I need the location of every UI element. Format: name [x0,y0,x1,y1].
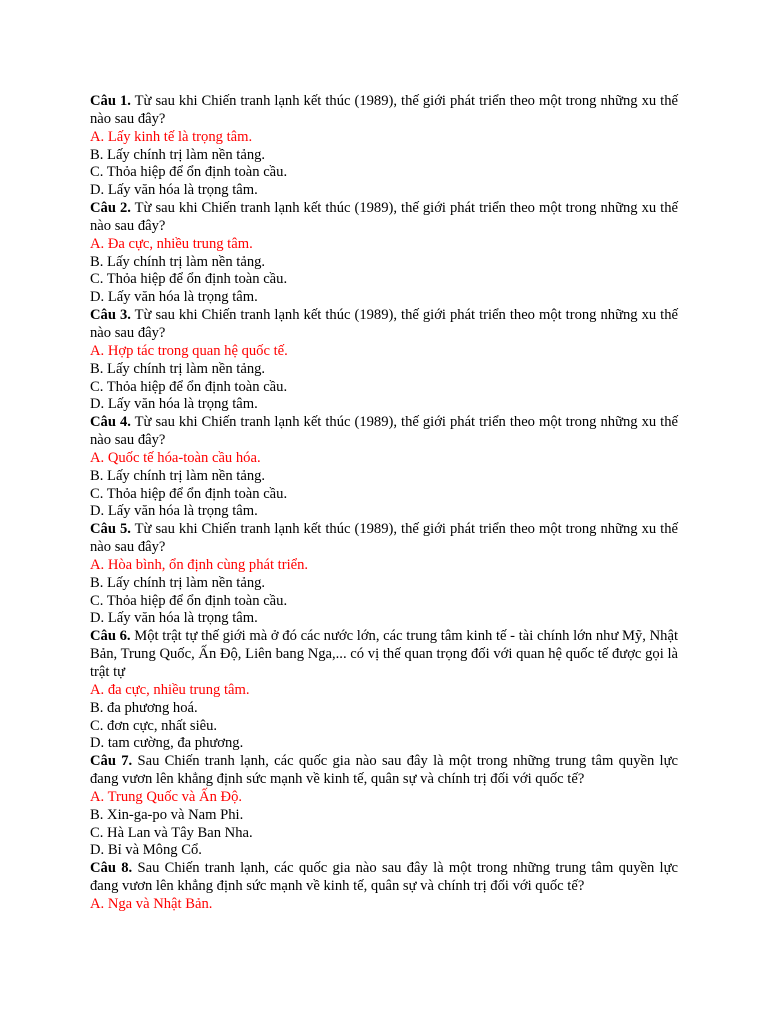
question-body: Sau Chiến tranh lạnh, các quốc gia nào sau đây là một trong những trung tâm quyền lực đang vươn lên khẳng định sức mạnh về kinh tế, quân sự và chính trị đối với quốc tế? [90,753,678,788]
question-number: Câu 5. [90,521,131,538]
question-text [90,414,678,450]
answer-option: D. Bỉ và Mông Cổ. [90,842,202,859]
document-page [90,93,678,914]
question-body: Sau Chiến tranh lạnh, các quốc gia nào sau đây là một trong những trung tâm quyền lực đang vươn lên khẳng định sức mạnh về kinh tế, quân sự và chính trị đối với quốc tế? [90,860,678,895]
answer-option: B. Lấy chính trị làm nền tảng. [90,253,266,270]
question-text [90,628,678,682]
question-number: Câu 7. [90,753,133,770]
answer-option: D. tam cường, đa phương. [90,735,244,752]
question-body: Từ sau khi Chiến tranh lạnh kết thúc (1989), thế giới phát triển theo một trong những xu thế nào sau đây? [90,521,678,556]
question-4 [90,414,678,521]
question-3 [90,307,678,414]
question-number: Câu 3. [90,307,131,324]
answer-option: D. Lấy văn hóa là trọng tâm. [90,503,258,520]
answer-option: C. Thỏa hiệp để ổn định toàn cầu. [90,378,288,395]
question-text [90,307,678,343]
answer-option-correct: A. Nga và Nhật Bản. [90,895,213,912]
question-body: Từ sau khi Chiến tranh lạnh kết thúc (1989), thế giới phát triển theo một trong những xu thế nào sau đây? [90,414,678,449]
question-number: Câu 6. [90,628,131,645]
question-number: Câu 1. [90,93,131,109]
question-7 [90,753,678,860]
answer-option: C. Thỏa hiệp để ổn định toàn cầu. [90,164,288,181]
answer-option: D. Lấy văn hóa là trọng tâm. [90,182,258,199]
answer-option: B. Lấy chính trị làm nền tảng. [90,146,266,163]
answer-option: B. Lấy chính trị làm nền tảng. [90,360,266,377]
question-8 [90,860,678,914]
answer-option-correct: A. Trung Quốc và Ấn Độ. [90,788,243,805]
answer-option-correct: A. Đa cực, nhiều trung tâm. [90,235,253,252]
question-text [90,753,678,789]
question-text [90,521,678,557]
question-body: Từ sau khi Chiến tranh lạnh kết thúc (1989), thế giới phát triển theo một trong những xu thế nào sau đây? [90,307,678,341]
question-5 [90,521,678,628]
question-body: Từ sau khi Chiến tranh lạnh kết thúc (1989), thế giới phát triển theo một trong những xu thế nào sau đây? [90,200,678,234]
answer-option: D. Lấy văn hóa là trọng tâm. [90,289,258,306]
answer-option: C. Hà Lan và Tây Ban Nha. [90,824,253,841]
answer-option-correct: A. Hòa bình, ổn định cùng phát triển. [90,556,309,573]
question-2 [90,200,678,307]
answer-option: B. đa phương hoá. [90,699,198,716]
answer-option: C. Thỏa hiệp để ổn định toàn cầu. [90,485,288,502]
answer-option: D. Lấy văn hóa là trọng tâm. [90,396,258,413]
answer-option-correct: A. đa cực, nhiều trung tâm. [90,681,250,698]
question-1 [90,93,678,200]
answer-option-correct: A. Lấy kinh tế là trọng tâm. [90,128,253,145]
question-body: Một trật tự thế giới mà ở đó các nước lớn, các trung tâm kinh tế - tài chính lớn như Mỹ, Nhật Bản, Trung Quốc, Ấn Độ, Liên bang Nga,... có vị thế quan trọng đối với quan hệ quốc tế được gọi là trật tự [90,628,679,680]
answer-option: B. Lấy chính trị làm nền tảng. [90,574,266,591]
question-text [90,860,678,896]
answer-option: D. Lấy văn hóa là trọng tâm. [90,610,258,627]
answer-option: C. Thỏa hiệp để ổn định toàn cầu. [90,592,288,609]
answer-option-correct: A. Quốc tế hóa-toàn cầu hóa. [90,449,261,466]
question-6 [90,628,678,753]
question-body: Từ sau khi Chiến tranh lạnh kết thúc (1989), thế giới phát triển theo một trong những xu thế nào sau đây? [90,93,678,127]
question-text [90,200,678,236]
answer-option: B. Lấy chính trị làm nền tảng. [90,467,266,484]
answer-option-correct: A. Hợp tác trong quan hệ quốc tế. [90,342,288,359]
question-number: Câu 4. [90,414,131,431]
answer-option: C. đơn cực, nhất siêu. [90,717,218,734]
question-number: Câu 2. [90,200,131,217]
answer-option: B. Xin-ga-po và Nam Phi. [90,806,244,823]
answer-option: C. Thỏa hiệp để ổn định toàn cầu. [90,271,288,288]
question-text [90,93,678,129]
question-number: Câu 8. [90,860,133,877]
